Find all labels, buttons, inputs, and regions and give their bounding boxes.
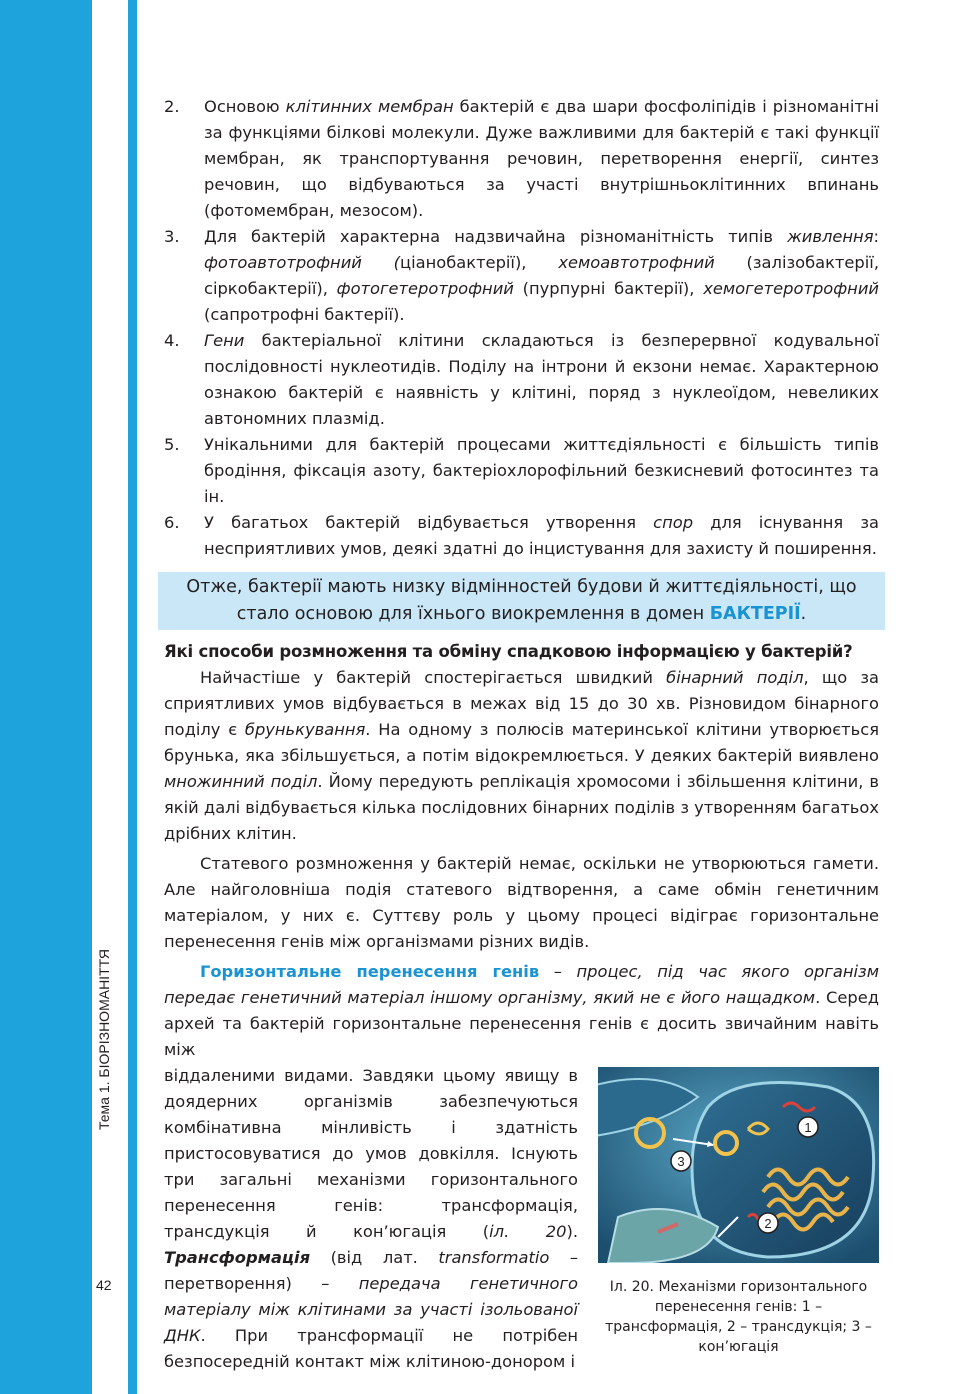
gene-transfer-illustration (598, 1067, 879, 1263)
list-item (164, 328, 879, 432)
list-item (164, 94, 879, 224)
summary-text: Отже, бактерії мають низку відмінностей будови й життєдіяльності, що стало основою для їхнього виокремлення в домен (186, 577, 857, 624)
svg-text:1: 1 (804, 1120, 812, 1135)
paragraph-continued: віддаленими видами. Завдяки цьому явищу в доядерних організмів забезпечуються комбінативна мінливість і здатність пристосовуватися до умов довкілля. Існують три загальні механізми горизонтального перенесення генів: трансформація, трансдукція й кон’югація (іл. 20). Трансформація (від лат. transformatio – перетворення) – передача генетичного матеріалу між клітинами за участі ізольованої ДНК. При трансформації не потрібен безпосередній контакт між клітиною-донором і (164, 1066, 578, 1371)
list-text: Для бактерій характерна надзвичайна різноманітність типів живлення: фотоавтотрофний (ціанобактерії), хемоавтотрофний (залізобактерії, сіркобактерії), фотогетеротрофний (пурпурні бактерії), хемогетеротрофний (сапротрофні бактерії). (204, 227, 879, 324)
sidebar-line (128, 0, 137, 1394)
list-text: Гени бактеріальної клітини складаються із безперервної кодувальної послідовності нуклеотидів. Поділу на інтрони й екзони немає. Характерною ознакою бактерій є наявність у клітині, поряд з нуклеоїдом, невеликих автономних плазмід. (204, 331, 879, 428)
list-item (164, 224, 879, 328)
figure-20 (598, 1067, 879, 1375)
list-item (164, 432, 879, 510)
page-content (164, 94, 879, 1375)
label-3 (671, 1151, 691, 1171)
label-1 (798, 1117, 818, 1137)
summary-end: . (800, 604, 807, 624)
text-with-figure (164, 1063, 879, 1375)
figure-caption: Іл. 20. Механізми горизонтального перенесення генів: 1 – трансформація, 2 – трансдукція; 3 – кон’югація (605, 1279, 872, 1355)
list-number: 2. (164, 97, 180, 116)
chapter-title (96, 1102, 112, 1130)
paragraph: Статевого розмноження у бактерій немає, оскільки не утворюються гамети. Але найголовніша подія статевого відтворення, а саме обмін генетичним матеріалом, у них є. Суттєву роль у цьому процесі відіграє горизонтальне перенесення генів між організмами різних видів. (164, 854, 879, 951)
list-text: Унікальними для бактерій процесами життєдіяльності є більшість типів бродіння, фіксація азоту, бактеріохлорофільний безкисневий фотосинтез та ін. (204, 435, 879, 506)
list-number: 4. (164, 331, 180, 350)
label-2 (758, 1213, 778, 1233)
section-heading: Які способи розмноження та обміну спадковою інформацією у бактерій? (164, 642, 853, 661)
list-number: 3. (164, 227, 180, 246)
feature-list (164, 94, 879, 562)
list-text: У багатьох бактерій відбувається утворення спор для існування за несприятливих умов, деякі здатні до інцистування для захисту й поширення. (204, 513, 879, 558)
list-number: 6. (164, 513, 180, 532)
list-number: 5. (164, 435, 180, 454)
sidebar-band (0, 0, 92, 1394)
paragraph: Горизонтальне перенесення генів – процес, під час якого організм передає генетичний матеріал іншому організму, який не є його нащадком. Серед архей та бактерій горизонтальне перенесення генів є досить звичайним навіть між (164, 962, 879, 1059)
list-item (164, 510, 879, 562)
summary-accent: БАКТЕРІЇ (709, 604, 801, 624)
svg-text:2: 2 (764, 1216, 772, 1231)
svg-text:3: 3 (677, 1154, 685, 1169)
summary-box (158, 572, 885, 630)
list-text: Основою клітинних мембран бактерій є два шари фосфоліпідів і різноманітні за функціями білкові молекули. Дуже важливими для бактерій є такі функції мембран, як транспортування речовин, перетворення енергії, синтез речовин, що відбуваються за участі внутрішньоклітинних впинань (фотомембран, мезосом). (204, 97, 879, 220)
sidebar-gap (92, 0, 128, 1394)
page-number: 42 (96, 1277, 112, 1293)
paragraph: Найчастіше у бактерій спостерігається швидкий бінарний поділ, що за сприятливих умов відбувається в межах від 15 до 30 хв. Різновидом бінарного поділу є брунькування. На одному з полюсів материнської клітини утворюється брунька, яка збільшується, а потім відокремлюється. У деяких бактерій виявлено множинний поділ. Йому передують реплікація хромосоми і збільшення клітини, в якій далі відбувається кілька послідовних бінарних поділів з утворенням багатьох дрібних клітин. (164, 668, 879, 843)
